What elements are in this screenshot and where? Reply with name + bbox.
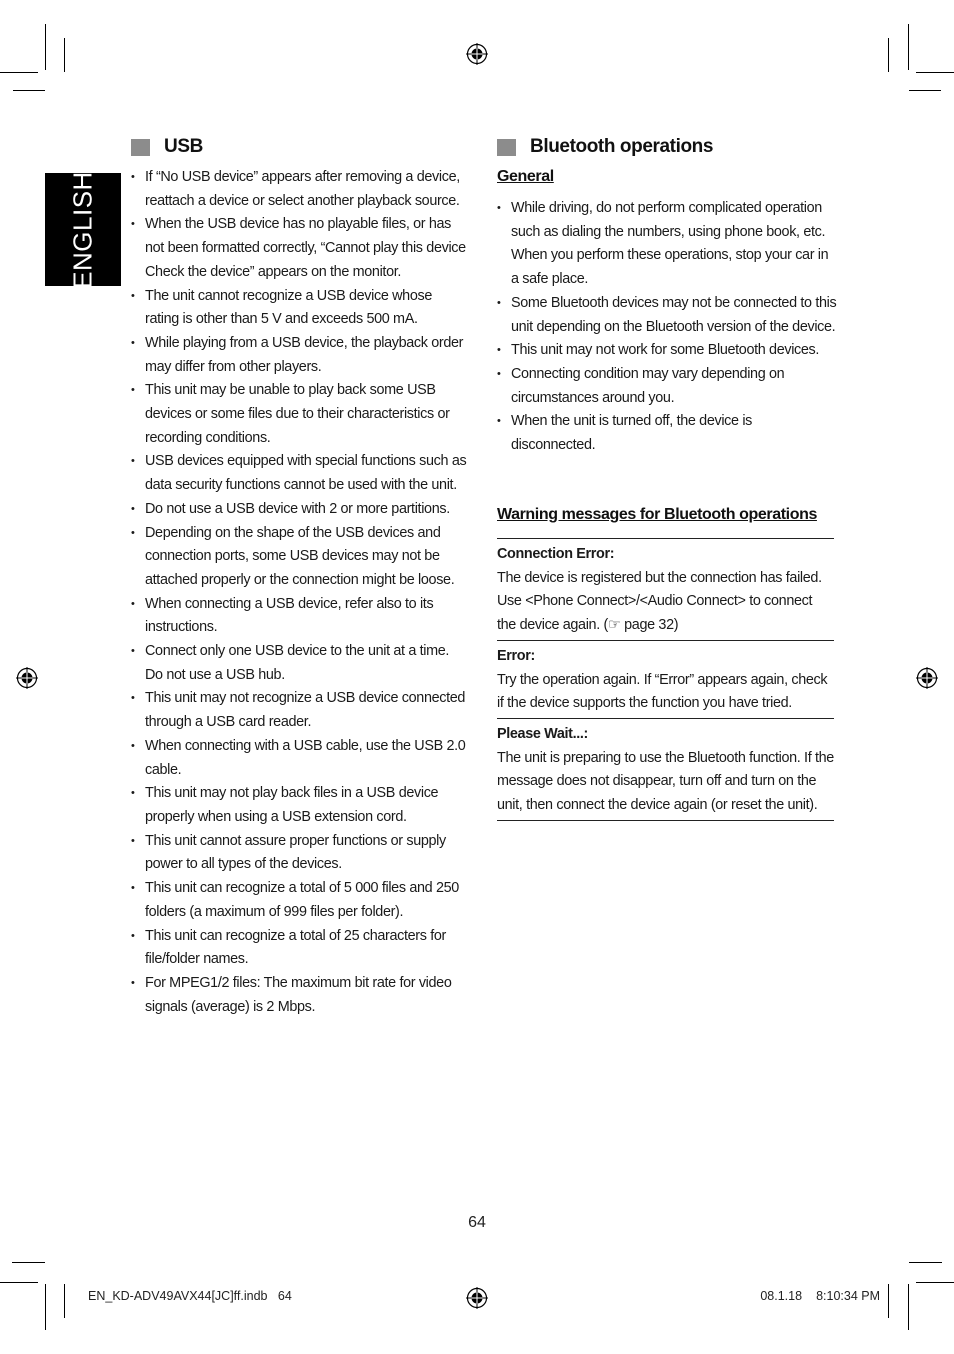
page-number: 64	[468, 1214, 486, 1231]
crop-mark	[909, 1262, 942, 1263]
crop-mark	[64, 1284, 65, 1318]
footer-file-name: EN_KD-ADV49AVX44[JC]ff.indb 64	[88, 1289, 292, 1303]
list-item: • This unit may be unable to play back some USB devices or some files due to their characteristics or recording conditions.	[131, 379, 469, 450]
crop-mark	[916, 1282, 954, 1283]
crop-mark	[908, 24, 909, 70]
usb-column	[131, 166, 469, 1019]
list-item: • The unit cannot recognize a USB device whose rating is other than 5 V and exceeds 500 mA.	[131, 285, 469, 332]
list-item: • When the USB device has no playable files, or has not been formatted correctly, “Cannot play this device Check the device” appears on the monitor.	[131, 213, 469, 284]
list-item: • For MPEG1/2 files: The maximum bit rate for video signals (average) is 2 Mbps.	[131, 972, 469, 1019]
list-item: • This unit may not recognize a USB device connected through a USB card reader.	[131, 687, 469, 734]
crop-mark	[888, 1284, 889, 1318]
registration-mark-icon	[16, 667, 38, 689]
list-item: • When the unit is turned off, the device is disconnected.	[497, 410, 837, 457]
footer-time: 8:10:34 PM	[816, 1289, 880, 1303]
registration-mark-icon	[466, 1287, 488, 1309]
list-item: • Connect only one USB device to the unit at a time. Do not use a USB hub.	[131, 640, 469, 687]
warning-text: Try the operation again. If “Error” appears again, check if the device supports the function you have tried.	[497, 671, 828, 712]
list-item: • If “No USB device” appears after removing a device, reattach a device or select another playback source.	[131, 166, 469, 213]
crop-mark	[908, 1284, 909, 1330]
crop-mark	[888, 38, 889, 72]
crop-mark	[909, 90, 941, 91]
list-item: • This unit may not play back files in a USB device properly when using a USB extension cord.	[131, 782, 469, 829]
list-item: • This unit cannot assure proper functions or supply power to all types of the devices.	[131, 830, 469, 877]
usb-section-heading	[131, 136, 203, 158]
list-item: • This unit can recognize a total of 5 000 files and 250 folders (a maximum of 999 files per folder).	[131, 877, 469, 924]
list-item: • Depending on the shape of the USB devices and connection ports, some USB devices may not be attached properly or the connection might be loose.	[131, 522, 469, 593]
bluetooth-general-list	[497, 197, 837, 458]
list-item: • While driving, do not perform complicated operation such as dialing the numbers, using phone book, etc. When you perform these operations, stop your car in a safe place.	[497, 197, 837, 292]
language-tab	[45, 170, 121, 289]
crop-mark	[45, 24, 46, 70]
list-item: • USB devices equipped with special functions such as data security functions cannot be used with the unit.	[131, 450, 469, 497]
usb-list	[131, 166, 469, 1019]
list-item: • Some Bluetooth devices may not be connected to this unit depending on the Bluetooth version of the device.	[497, 292, 837, 339]
footer-timestamp	[760, 1289, 880, 1303]
list-item: • This unit may not work for some Bluetooth devices.	[497, 339, 837, 363]
crop-mark	[12, 1262, 45, 1263]
section-square-icon	[497, 139, 516, 156]
bluetooth-section-heading	[497, 136, 713, 158]
list-item: • When connecting a USB device, refer also to its instructions.	[131, 593, 469, 640]
registration-mark-icon	[916, 667, 938, 689]
warning-entry	[497, 718, 834, 821]
warning-title: Error:	[497, 647, 535, 664]
crop-mark	[13, 90, 45, 91]
crop-mark	[0, 1282, 38, 1283]
registration-mark-icon	[466, 43, 488, 65]
crop-mark	[45, 1284, 46, 1330]
warning-entry	[497, 640, 834, 718]
list-item: • This unit can recognize a total of 25 characters for file/folder names.	[131, 925, 469, 972]
warning-messages-table	[497, 538, 834, 821]
list-item: • Do not use a USB device with 2 or more partitions.	[131, 498, 469, 522]
list-item: • While playing from a USB device, the playback order may differ from other players.	[131, 332, 469, 379]
list-item: • Connecting condition may vary depending on circumstances around you.	[497, 363, 837, 410]
warning-text: The device is registered but the connection has failed. Use <Phone Connect>/<Audio Connect> to connect the device again. (☞ page 32)	[497, 569, 822, 634]
warning-messages-heading: Warning messages for Bluetooth operations	[497, 506, 817, 523]
warning-entry	[497, 538, 834, 640]
section-square-icon	[131, 139, 150, 156]
warning-title: Please Wait...:	[497, 725, 588, 742]
warning-text: The unit is preparing to use the Bluetooth function. If the message does not disappear, turn off and turn on the unit, then connect the device again (or reset the unit).	[497, 749, 834, 814]
crop-mark	[916, 72, 954, 73]
list-item: • When connecting with a USB cable, use the USB 2.0 cable.	[131, 735, 469, 782]
general-heading: General	[497, 168, 554, 185]
footer-date: 08.1.18	[760, 1289, 803, 1303]
usb-title: USB	[164, 136, 203, 157]
crop-mark	[0, 72, 38, 73]
language-tab-label: ENGLISH	[67, 170, 98, 289]
bluetooth-general-column	[497, 197, 837, 458]
warning-title: Connection Error:	[497, 546, 615, 562]
bluetooth-title: Bluetooth operations	[530, 136, 714, 157]
crop-mark	[64, 38, 65, 72]
